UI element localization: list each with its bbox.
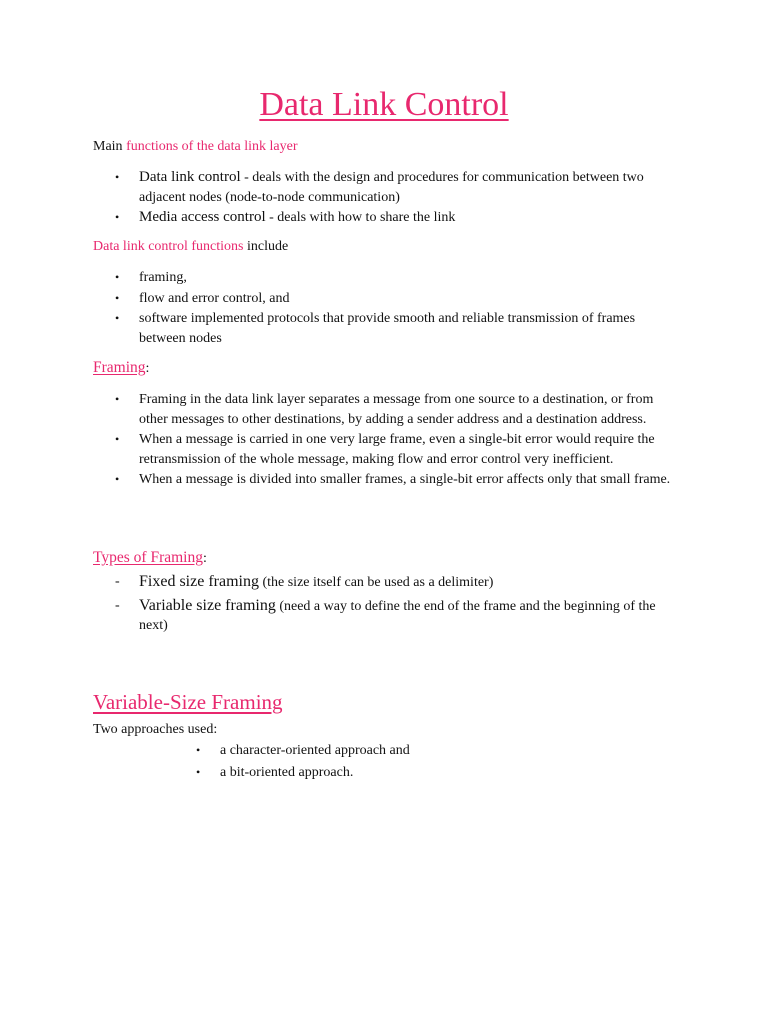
- bullet-icon: •: [115, 311, 120, 325]
- list-item-text: Framing in the data link layer separates a message from one source to a destination, or from other messages to other destinations, by adding a sender address and a destination address.: [139, 392, 654, 427]
- variable-list: [196, 741, 680, 782]
- list-item: [115, 268, 679, 288]
- framing-heading-line: [93, 358, 149, 378]
- list-item: [115, 596, 679, 636]
- bullet-icon: •: [196, 764, 201, 779]
- variable-intro: Two approaches used:: [93, 722, 218, 737]
- list-item: [115, 289, 679, 309]
- term-desc: - deals with how to share the link: [265, 210, 456, 225]
- framing-colon: :: [145, 361, 150, 376]
- list-item: [115, 470, 679, 490]
- intro-line: [93, 137, 298, 156]
- term-desc: - deals with the design and procedures for communication between two adjacent nodes (node-to-node communication): [139, 170, 644, 205]
- list-item-text: flow and error control, and: [139, 290, 290, 306]
- bullet-icon: •: [115, 170, 120, 184]
- dlc-intro-line: [93, 237, 288, 256]
- framing-heading: Framing: [93, 359, 146, 376]
- list-item-text: a character-oriented approach and: [220, 743, 410, 758]
- list-item-text: When a message is divided into smaller frames, a single-bit error affects only that small frame.: [139, 472, 671, 487]
- term: Variable size framing: [139, 596, 276, 614]
- framing-points-list: [115, 390, 679, 490]
- types-heading: Types of Framing: [93, 549, 203, 566]
- page-title: Data Link Control: [259, 86, 509, 123]
- list-item-text: a bit-oriented approach.: [220, 764, 354, 780]
- bullet-icon: •: [115, 270, 120, 284]
- bullet-icon: •: [115, 210, 120, 224]
- dlc-intro-highlight: Data link control functions: [93, 239, 244, 254]
- list-item: [115, 208, 679, 228]
- dlc-functions-list: [115, 268, 679, 348]
- list-item: [115, 309, 679, 348]
- types-heading-line: [93, 548, 207, 568]
- term-desc: (the size itself can be used as a delimiter): [258, 575, 494, 590]
- list-item: [115, 390, 679, 429]
- term: Media access control: [139, 209, 266, 225]
- types-colon: :: [202, 551, 207, 566]
- variable-heading: Variable-Size Framing: [93, 690, 283, 714]
- types-list: [115, 572, 679, 636]
- list-item-text: software implemented protocols that provide smooth and reliable transmission of frames between nodes: [139, 311, 636, 346]
- term: Fixed size framing: [139, 573, 259, 590]
- list-item: [115, 430, 679, 469]
- bullet-icon: •: [115, 432, 120, 446]
- list-item-text: When a message is carried in one very large frame, even a single-bit error would require the retransmission of the whole message, making flow and error control very inefficient.: [139, 432, 655, 467]
- bullet-icon: •: [115, 392, 120, 406]
- list-item: [115, 168, 679, 207]
- bullet-icon: •: [196, 743, 201, 757]
- dash-marker: -: [115, 574, 120, 589]
- term: Data link control: [139, 169, 241, 185]
- list-item: [196, 741, 680, 761]
- intro-highlight: functions of the data link layer: [126, 139, 298, 154]
- dash-marker: -: [115, 597, 120, 613]
- main-functions-list: [115, 168, 679, 228]
- bullet-icon: •: [115, 472, 120, 486]
- list-item-text: framing,: [139, 270, 187, 285]
- bullet-icon: •: [115, 290, 120, 305]
- term-desc: (need a way to define the end of the frame and the beginning of the next): [139, 598, 656, 633]
- intro-prefix: Main: [93, 139, 127, 154]
- dlc-intro-suffix: include: [243, 239, 289, 254]
- list-item: [115, 572, 679, 593]
- list-item: [196, 763, 680, 783]
